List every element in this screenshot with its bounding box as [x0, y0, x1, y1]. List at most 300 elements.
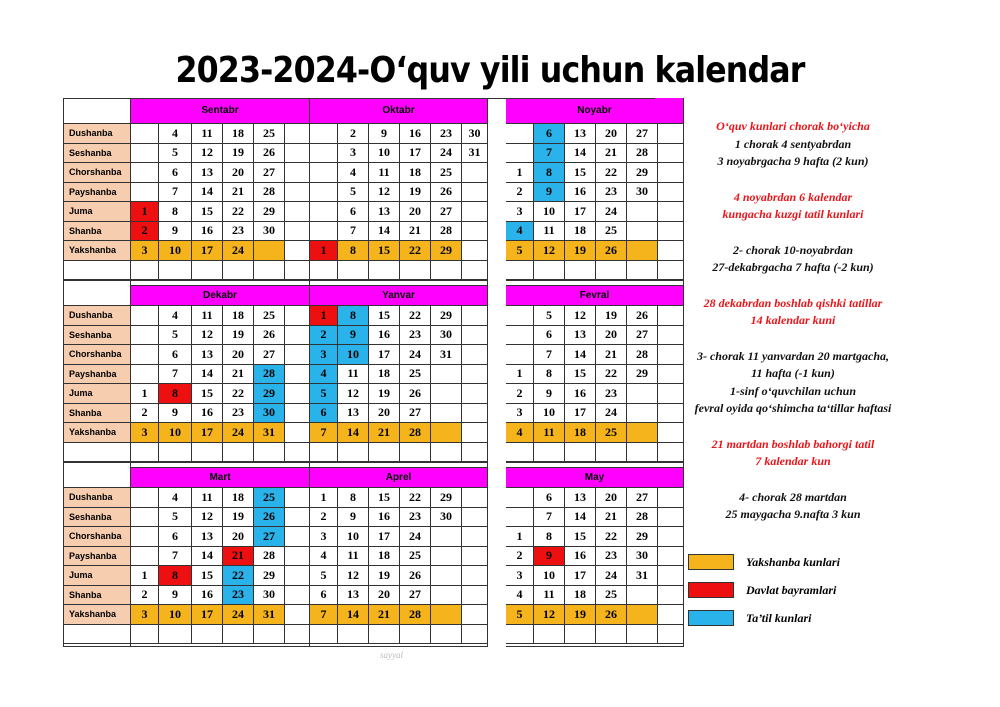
day-cell: 11 [338, 365, 369, 385]
month-header: Oktabr [310, 98, 488, 124]
empty-day-cell [310, 202, 338, 222]
day-cell: 6 [338, 202, 369, 222]
day-cell: 24 [400, 527, 431, 547]
empty-day-cell [310, 222, 338, 242]
day-cell: 2 [506, 547, 534, 567]
day-cell: 6 [310, 404, 338, 424]
empty-day-cell [285, 423, 310, 443]
day-cell: 24 [223, 241, 254, 261]
empty-day-cell [285, 508, 310, 528]
day-cell: 6 [159, 527, 192, 547]
day-cell: 18 [223, 124, 254, 144]
note-line: fevral oyida qo‘shimcha ta‘tillar haftasi [694, 401, 892, 415]
day-cell: 7 [159, 547, 192, 567]
day-cell: 7 [159, 365, 192, 385]
empty-day-cell [285, 326, 310, 346]
empty-day-cell [131, 508, 159, 528]
empty-day-cell [285, 202, 310, 222]
day-cell: 20 [400, 202, 431, 222]
blank-cell [159, 443, 192, 463]
day-cell: 26 [431, 183, 462, 203]
empty-day-cell [462, 605, 488, 625]
day-cell: 19 [400, 183, 431, 203]
day-label: Payshanba [63, 365, 131, 385]
day-label: Yakshanba [63, 423, 131, 443]
blank-cell [63, 644, 131, 647]
day-cell: 28 [254, 547, 285, 567]
day-cell: 30 [254, 404, 285, 424]
day-cell: 26 [596, 605, 627, 625]
day-cell: 2 [131, 222, 159, 242]
blank-cell [565, 625, 596, 645]
day-cell: 29 [627, 163, 658, 183]
day-cell: 25 [400, 365, 431, 385]
empty-day-cell [658, 547, 684, 567]
day-cell: 1 [131, 202, 159, 222]
empty-day-cell [431, 384, 462, 404]
day-cell: 1 [506, 163, 534, 183]
note-line: 28 dekabrdan boshlab qishki tatillar [703, 295, 883, 310]
blank-cell [462, 443, 488, 463]
day-cell: 3 [506, 404, 534, 424]
day-cell: 11 [534, 586, 565, 606]
day-cell: 6 [310, 586, 338, 606]
note-line: 4- chorak 28 martdan [739, 489, 847, 504]
blank-cell [131, 261, 159, 281]
day-cell: 3 [310, 345, 338, 365]
blank-cell [285, 261, 310, 281]
day-cell: 18 [223, 306, 254, 326]
day-cell: 29 [431, 241, 462, 261]
empty-day-cell [285, 384, 310, 404]
day-cell: 1 [310, 306, 338, 326]
empty-day-cell [658, 566, 684, 586]
day-cell: 19 [369, 384, 400, 404]
day-cell: 15 [369, 488, 400, 508]
note-line: 3- chorak 11 yanvardan 20 martgacha, [696, 348, 889, 363]
day-cell: 29 [254, 566, 285, 586]
day-cell: 24 [596, 404, 627, 424]
day-cell: 11 [338, 547, 369, 567]
day-cell: 13 [565, 326, 596, 346]
day-cell: 8 [534, 163, 565, 183]
day-cell: 4 [338, 163, 369, 183]
day-cell: 2 [338, 124, 369, 144]
day-cell: 20 [596, 326, 627, 346]
day-cell: 3 [338, 144, 369, 164]
day-cell: 9 [534, 384, 565, 404]
day-cell: 17 [192, 241, 223, 261]
day-cell: 17 [565, 404, 596, 424]
note-line: 14 kalendar kuni [750, 313, 836, 327]
day-cell: 10 [338, 527, 369, 547]
day-cell: 23 [223, 404, 254, 424]
blank-cell [565, 261, 596, 281]
empty-day-cell [131, 144, 159, 164]
blank-cell [159, 261, 192, 281]
empty-day-cell [462, 163, 488, 183]
empty-day-cell [131, 163, 159, 183]
day-cell: 19 [223, 326, 254, 346]
day-cell: 7 [310, 605, 338, 625]
day-cell: 29 [254, 384, 285, 404]
day-cell: 25 [254, 306, 285, 326]
day-cell: 21 [223, 183, 254, 203]
day-cell: 6 [534, 488, 565, 508]
day-cell: 10 [159, 423, 192, 443]
empty-day-cell [131, 488, 159, 508]
legend-swatch [688, 610, 734, 626]
day-cell: 9 [159, 222, 192, 242]
day-cell: 18 [565, 586, 596, 606]
month-header: Aprel [310, 468, 488, 488]
day-cell: 15 [565, 527, 596, 547]
note-paragraph [668, 118, 918, 136]
day-cell: 8 [534, 527, 565, 547]
day-cell: 14 [338, 605, 369, 625]
blank-cell [285, 443, 310, 463]
day-cell: 11 [192, 124, 223, 144]
day-cell: 1 [310, 488, 338, 508]
blank-cell [131, 280, 310, 286]
blank-cell [369, 261, 400, 281]
day-cell: 21 [369, 605, 400, 625]
empty-day-cell [506, 326, 534, 346]
day-cell: 20 [369, 404, 400, 424]
blank-cell [192, 443, 223, 463]
page-title: 2023-2024-O‘quv yili uchun kalendar [175, 50, 805, 91]
day-cell: 29 [627, 527, 658, 547]
day-cell: 15 [192, 202, 223, 222]
day-cell: 4 [506, 222, 534, 242]
blank-cell [285, 625, 310, 645]
note-line: 27-dekabrgacha 7 hafta (-2 kun) [712, 260, 874, 274]
blank-cell [400, 443, 431, 463]
day-cell: 10 [159, 605, 192, 625]
empty-day-cell [431, 586, 462, 606]
empty-day-cell [285, 124, 310, 144]
blank-cell [400, 261, 431, 281]
day-cell: 15 [192, 566, 223, 586]
month-header: Mart [131, 468, 310, 488]
note-line: 3 noyabrgacha 9 hafta (2 kun) [717, 154, 869, 168]
month-header: Fevral [506, 286, 684, 306]
empty-day-cell [285, 586, 310, 606]
day-cell: 11 [534, 222, 565, 242]
day-cell: 21 [369, 423, 400, 443]
day-cell: 3 [506, 202, 534, 222]
empty-day-cell [431, 365, 462, 385]
day-cell: 16 [192, 586, 223, 606]
empty-day-cell [431, 423, 462, 443]
blank-cell [565, 443, 596, 463]
day-cell: 18 [223, 488, 254, 508]
day-cell: 20 [596, 124, 627, 144]
day-cell: 9 [338, 326, 369, 346]
day-cell: 8 [338, 241, 369, 261]
blank-cell [658, 625, 684, 645]
day-cell: 2 [310, 326, 338, 346]
blank-cell [338, 625, 369, 645]
day-cell: 15 [369, 241, 400, 261]
day-cell: 31 [462, 144, 488, 164]
blank-cell [223, 261, 254, 281]
day-cell: 6 [159, 163, 192, 183]
day-cell: 31 [431, 345, 462, 365]
day-cell: 17 [192, 423, 223, 443]
day-cell: 4 [159, 488, 192, 508]
blank-cell [338, 261, 369, 281]
empty-day-cell [627, 586, 658, 606]
day-cell: 7 [159, 183, 192, 203]
day-cell: 15 [565, 365, 596, 385]
day-cell: 17 [400, 144, 431, 164]
day-cell: 1 [131, 384, 159, 404]
day-cell: 23 [223, 222, 254, 242]
day-cell: 4 [159, 124, 192, 144]
empty-day-cell [462, 306, 488, 326]
note-paragraph [668, 295, 918, 330]
day-cell: 22 [400, 241, 431, 261]
day-cell: 3 [506, 566, 534, 586]
blank-cell [254, 261, 285, 281]
day-cell: 25 [400, 547, 431, 567]
day-cell: 1 [131, 566, 159, 586]
day-cell: 14 [192, 183, 223, 203]
empty-day-cell [310, 183, 338, 203]
day-cell: 30 [431, 326, 462, 346]
day-cell: 27 [400, 586, 431, 606]
legend-item [688, 610, 811, 626]
day-cell: 29 [431, 306, 462, 326]
blank-cell [131, 644, 310, 647]
day-label: Shanba [63, 404, 131, 424]
day-cell: 30 [462, 124, 488, 144]
day-label: Chorshanba [63, 163, 131, 183]
day-cell: 28 [400, 423, 431, 443]
day-label: Dushanba [63, 124, 131, 144]
day-cell: 8 [338, 488, 369, 508]
note-line: 1 chorak 4 sentyabrdan [734, 136, 852, 151]
note-line: kungacha kuzgi tatil kunlari [722, 207, 864, 221]
empty-day-cell [462, 423, 488, 443]
day-cell: 19 [369, 566, 400, 586]
note-paragraph [668, 189, 918, 224]
day-cell: 31 [254, 423, 285, 443]
day-cell: 25 [596, 586, 627, 606]
blank-cell [596, 261, 627, 281]
day-label: Yakshanba [63, 605, 131, 625]
blank-cell [310, 280, 488, 286]
day-cell: 18 [565, 423, 596, 443]
empty-day-cell [131, 124, 159, 144]
day-cell: 7 [534, 345, 565, 365]
empty-day-cell [627, 384, 658, 404]
note-paragraph [668, 348, 918, 418]
empty-day-cell [506, 144, 534, 164]
day-cell: 24 [223, 605, 254, 625]
day-cell: 9 [534, 547, 565, 567]
day-cell: 12 [192, 144, 223, 164]
day-cell: 10 [534, 566, 565, 586]
day-cell: 27 [627, 488, 658, 508]
day-label: Dushanba [63, 306, 131, 326]
empty-day-cell [462, 586, 488, 606]
corner-cell [63, 462, 131, 488]
day-cell: 25 [596, 222, 627, 242]
empty-day-cell [627, 605, 658, 625]
day-cell: 21 [596, 144, 627, 164]
note-paragraph [668, 136, 918, 171]
day-cell: 27 [627, 124, 658, 144]
empty-day-cell [431, 566, 462, 586]
empty-day-cell [462, 566, 488, 586]
blank-cell [627, 261, 658, 281]
legend-label: Davlat bayramlari [746, 582, 837, 597]
day-cell: 6 [534, 326, 565, 346]
day-cell: 17 [369, 527, 400, 547]
blank-cell [63, 261, 131, 281]
day-cell: 10 [369, 144, 400, 164]
empty-day-cell [462, 527, 488, 547]
empty-day-cell [285, 183, 310, 203]
day-cell: 18 [369, 547, 400, 567]
blank-cell [192, 261, 223, 281]
day-cell: 7 [338, 222, 369, 242]
day-cell: 5 [506, 241, 534, 261]
day-cell: 7 [534, 508, 565, 528]
empty-day-cell [462, 222, 488, 242]
blank-cell [338, 443, 369, 463]
day-cell: 4 [159, 306, 192, 326]
day-cell: 22 [596, 365, 627, 385]
empty-day-cell [506, 306, 534, 326]
day-cell: 1 [310, 241, 338, 261]
blank-cell [534, 443, 565, 463]
day-cell: 20 [596, 488, 627, 508]
day-cell: 27 [627, 326, 658, 346]
day-label: Seshanba [63, 144, 131, 164]
day-cell: 5 [506, 605, 534, 625]
day-cell: 14 [369, 222, 400, 242]
day-cell: 25 [596, 423, 627, 443]
empty-day-cell [131, 365, 159, 385]
day-cell: 27 [254, 163, 285, 183]
day-cell: 29 [431, 488, 462, 508]
note-line: 21 martdan boshlab bahorgi tatil [711, 436, 875, 451]
day-cell: 21 [596, 508, 627, 528]
quarter-notes [668, 118, 918, 542]
blank-cell [596, 625, 627, 645]
day-label: Yakshanba [63, 241, 131, 261]
day-cell: 2 [506, 384, 534, 404]
day-cell: 21 [223, 365, 254, 385]
day-label: Chorshanba [63, 345, 131, 365]
month-header: Noyabr [506, 98, 684, 124]
day-cell: 3 [131, 423, 159, 443]
blank-cell [506, 443, 534, 463]
blank-cell [310, 261, 338, 281]
day-cell: 5 [534, 306, 565, 326]
day-cell: 28 [431, 222, 462, 242]
day-cell: 4 [310, 547, 338, 567]
day-cell: 19 [565, 241, 596, 261]
empty-day-cell [462, 183, 488, 203]
day-cell: 11 [534, 423, 565, 443]
month-header: Dekabr [131, 286, 310, 306]
day-cell: 20 [369, 586, 400, 606]
corner-cell [63, 98, 131, 124]
empty-day-cell [285, 345, 310, 365]
day-cell: 21 [596, 345, 627, 365]
empty-day-cell [285, 488, 310, 508]
day-cell: 14 [565, 144, 596, 164]
note-line: 4 noyabrdan 6 kalendar [733, 189, 853, 204]
day-cell: 26 [254, 326, 285, 346]
blank-cell [462, 261, 488, 281]
note-paragraph [668, 242, 918, 277]
legend-item [688, 582, 836, 598]
day-cell: 13 [565, 124, 596, 144]
empty-day-cell [627, 423, 658, 443]
day-cell: 24 [431, 144, 462, 164]
blank-cell [131, 462, 310, 468]
empty-day-cell [462, 365, 488, 385]
blank-cell [310, 462, 488, 468]
empty-day-cell [285, 605, 310, 625]
empty-day-cell [431, 527, 462, 547]
empty-day-cell [285, 241, 310, 261]
day-cell: 24 [596, 202, 627, 222]
blank-cell [506, 625, 534, 645]
blank-cell [506, 280, 684, 286]
day-cell: 28 [400, 605, 431, 625]
day-cell: 20 [223, 163, 254, 183]
day-cell: 20 [223, 527, 254, 547]
day-cell: 21 [223, 547, 254, 567]
day-cell: 14 [565, 508, 596, 528]
day-cell: 10 [534, 202, 565, 222]
day-cell: 22 [400, 306, 431, 326]
empty-day-cell [285, 306, 310, 326]
day-cell: 17 [369, 345, 400, 365]
day-cell: 5 [159, 508, 192, 528]
day-cell: 26 [254, 508, 285, 528]
empty-day-cell [627, 222, 658, 242]
day-label: Shanba [63, 222, 131, 242]
empty-day-cell [462, 508, 488, 528]
day-cell: 4 [506, 586, 534, 606]
day-cell: 8 [159, 384, 192, 404]
day-cell: 22 [400, 488, 431, 508]
empty-day-cell [506, 488, 534, 508]
day-cell: 27 [431, 202, 462, 222]
day-cell: 2 [506, 183, 534, 203]
day-cell: 14 [338, 423, 369, 443]
day-cell: 2 [131, 404, 159, 424]
empty-day-cell [506, 345, 534, 365]
day-cell: 28 [254, 365, 285, 385]
day-cell: 11 [192, 488, 223, 508]
day-cell: 30 [431, 508, 462, 528]
empty-day-cell [658, 605, 684, 625]
day-cell: 9 [369, 124, 400, 144]
day-cell: 6 [534, 124, 565, 144]
empty-day-cell [431, 605, 462, 625]
day-cell: 11 [192, 306, 223, 326]
day-cell: 22 [223, 384, 254, 404]
blank-cell [431, 443, 462, 463]
